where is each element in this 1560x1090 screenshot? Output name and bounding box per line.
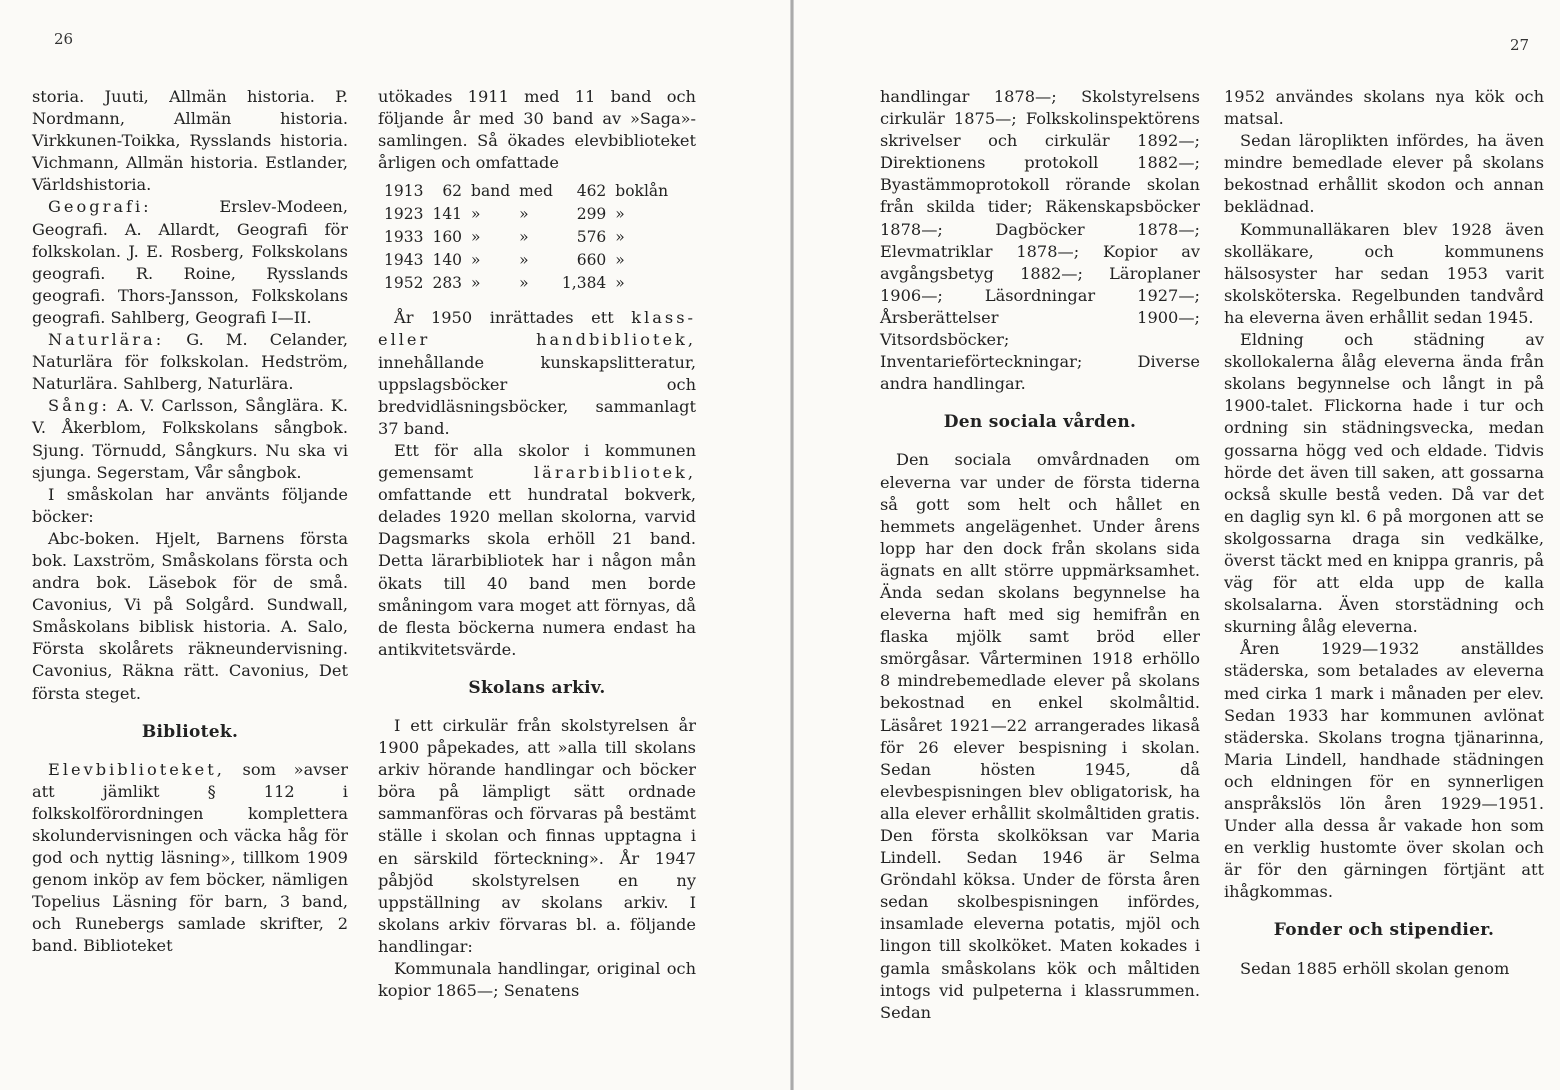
- paragraph: Åren 1929—1932 anställdes städerska, som betalades av eleverna med cirka 1 mark i månaden per elev. Sedan 1933 har kommunen avlönat städerska. Skolans trogna tjänarinna, Maria Lindell, handhade städningen och eldningen för en synnerligen anspråkslös lön åren 1929—1951. Under alla dessa år vakade hon som en verklig hustomte över skolan och är för den gärningen förtjänt att ihågkommas.: [1224, 639, 1544, 902]
- paragraph: [32, 329, 348, 395]
- spaced-label: Elevbiblioteket,: [48, 759, 225, 779]
- paragraph: I småskolan har använts följande böcker:: [32, 484, 348, 526]
- table-cell: med: [519, 182, 553, 201]
- right-page-column-2: [1224, 86, 1544, 980]
- paragraph: Kommunala handlingar, original och kopior 1865—; Senatens: [378, 959, 696, 1001]
- paragraph: Abc-boken. Hjelt, Barnens första bok. Laxström, Småskolans första och andra bok. Läsebok för de små. Cavonius, Vi på Solgård. Sundwall, Småskolans biblisk historia. A. Salo, Första skolårets räkneundervisning. Cavonius, Räkna rätt. Cavonius, Det första steget.: [32, 528, 348, 703]
- spaced-label: Sång:: [48, 396, 110, 416]
- paragraph: I ett cirkulär från skolstyrelsen år 1900 påpekades, att »alla till skolans arkiv hörande handlingar och böcker böra på lämpligt sätt ordnade sammanföras och förvaras på bestämt ställe i skolan och finnas upptagna i en särskild förteckning». År 1947 påbjöd skolstyrelsen en ny uppställning av skolans arkiv. I skolans arkiv förvaras bl. a. följande handlingar:: [378, 715, 696, 956]
- table-cell: »: [615, 205, 625, 224]
- paragraph-text: År 1950 inrättades ett: [394, 308, 632, 328]
- table-cell: 140: [432, 251, 463, 270]
- paragraph-text: G. M. Celander, Naturlära för folkskolan. Hedström, Naturlära. Sahlberg, Naturlära.: [32, 330, 348, 394]
- paragraph-text: Erslev-Modeen, Geografi. A. Allardt, Geografi för folkskolan. J. E. Rosberg, Folkskolans geografi. R. Roine, Rysslands geografi. Thors-Jansson, Folkskolans geografi. Sahlberg, Geografi I—II.: [32, 197, 348, 327]
- table-cell: »: [615, 274, 625, 293]
- table-cell: boklån: [615, 182, 669, 201]
- page-number: 26: [54, 30, 74, 48]
- table-cell: 141: [432, 205, 463, 224]
- table-cell: 1933: [384, 228, 424, 247]
- section-heading: Fonder och stipendier.: [1273, 920, 1495, 941]
- paragraph: [32, 196, 348, 329]
- left-page-column-2: [378, 86, 696, 1002]
- table-cell: »: [519, 228, 529, 247]
- paragraph-text: som »avser att jämlikt § 112 i folkskolförordningen komplettera skolundervisningen och väcka håg för god och nyttig läsning», tillkom 1909 genom inköp av fem böcker, nämligen Topelius Läsning för barn, 3 band, och Runebergs samlade skrifter, 2 band. Biblioteket: [32, 759, 348, 956]
- paragraph: Sedan läroplikten infördes, ha även mindre bemedlade elever på skolans bekostnad erhållit skodon och annan beklädnad.: [1224, 131, 1544, 217]
- table-cell: 1952: [384, 274, 424, 293]
- paragraph: Sedan 1885 erhöll skolan genom: [1240, 958, 1510, 978]
- paragraph: handlingar 1878—; Skolstyrelsens cirkulär 1875—; Folkskolinspektörens skrivelser och cirkulär 1892—; Direktionens protokoll 1882—; Byastämmoprotokoll rörande skolan från skilda tider; Räkenskapsböcker 1878—; Dagböcker 1878—; Elevmatriklar 1878—; Kopior av avgångsbetyg 1882—; Läroplaner 1906—; Läsordningar 1927—; Årsberättelser 1900—; Vitsordsböcker; Inventarieförteckningar; Diverse andra handlingar.: [880, 87, 1200, 394]
- table-cell: »: [519, 205, 529, 224]
- section-heading: Skolans arkiv.: [468, 677, 606, 698]
- table-cell: 660: [576, 251, 607, 270]
- library-stats-table: [382, 180, 675, 295]
- paragraph: storia. Juuti, Allmän historia. P. Nordmann, Allmän historia. Virkkunen-Toikka, Rysslands historia. Vichmann, Allmän historia. Estlander, Världshistoria.: [32, 87, 348, 195]
- paragraph: Kommunalläkaren blev 1928 även skolläkare, och kommunens hälsosyster har sedan 1953 varit skolsköterska. Regelbunden tandvård ha eleverna även erhållit sedan 1945.: [1224, 219, 1544, 327]
- right-page-column-1: [880, 86, 1200, 1024]
- paragraph-text: A. V. Carlsson, Sånglära. K. V. Åkerblom, Folkskolans sångbok. Sjung. Törnudd, Sångkurs. Nu ska vi sjunga. Segerstam, Vår sångbok.: [32, 396, 348, 482]
- table-cell: »: [519, 274, 529, 293]
- table-cell: 576: [576, 228, 607, 247]
- spaced-label: klass- eller handbibliotek,: [378, 308, 696, 350]
- paragraph: [378, 307, 696, 440]
- table-cell: »: [471, 274, 481, 293]
- paragraph: Eldning och städning av skollokalerna ålåg eleverna ända från skolans begynnelse och långt in på 1900-talet. Flickorna hade i tur och ordning sin städningsvecka, medan gossarna högg ved och eldade. Tidvis hörde det även till saken, att gossarna också skulle bestå veden. Då var det en daglig syn kl. 6 på morgonen att se skolgossarna draga sin vedkälke, överst täckt med en knippa granris, på väg för att elda upp de kalla skolsalarna. Även storstädning och skurning ålåg eleverna.: [1224, 330, 1544, 637]
- paragraph: [32, 759, 348, 958]
- left-page-column-1: [32, 86, 348, 958]
- section-heading: Den sociala vården.: [943, 412, 1137, 433]
- table-cell: »: [471, 228, 481, 247]
- right-page: [794, 0, 1560, 1090]
- table-cell: »: [471, 251, 481, 270]
- table-row: [382, 203, 675, 226]
- table-cell: »: [615, 251, 625, 270]
- table-cell: 283: [432, 274, 463, 293]
- table-cell: 462: [576, 182, 607, 201]
- table-cell: 1913: [384, 182, 424, 201]
- paragraph: utökades 1911 med 11 band och följande år med 30 band av »Saga»-samlingen. Så ökades elevbiblioteket årligen och omfattade: [378, 87, 696, 173]
- table-cell: 1943: [384, 251, 424, 270]
- table-cell: 299: [576, 205, 607, 224]
- table-cell: band: [471, 182, 511, 201]
- table-cell: 1923: [384, 205, 424, 224]
- paragraph-text: omfattande ett hundratal bokverk, delades 1920 mellan skolorna, varvid Dagsmarks skola erhöll 21 band. Detta lärarbibliotek har i någon mån ökats till 40 band men borde småningom vara moget att förnyas, då de flesta böckerna numera endast ha antikvitetsvärde.: [378, 485, 696, 659]
- table-cell: »: [471, 205, 481, 224]
- table-row: [382, 180, 675, 203]
- paragraph-text: innehållande kunskapslitteratur, uppslagsböcker och bredvidläsningsböcker, sammanlagt 37 band.: [378, 352, 696, 438]
- table-row: [382, 226, 675, 249]
- table-cell: 160: [432, 228, 463, 247]
- paragraph: 1952 användes skolans nya kök och matsal.: [1224, 87, 1544, 129]
- paragraph-text: Ett för alla skolor i kommunen gemensamt: [378, 440, 696, 483]
- table-cell: »: [519, 251, 529, 270]
- spaced-label: Naturlära:: [48, 330, 165, 350]
- table-cell: 1,384: [561, 274, 607, 293]
- table-cell: »: [615, 228, 625, 247]
- section-heading: Bibliotek.: [141, 721, 239, 742]
- paragraph: [378, 440, 696, 661]
- paragraph: [32, 395, 348, 483]
- paragraph: Den sociala omvårdnaden om eleverna var under de första tiderna så gott som helt och hållet en hemmets angelägenhet. Under årens lopp har den dock från skolans sida ägnats en allt större uppmärksamhet. Ända sedan skolans begynnelse ha eleverna haft med sig hemifrån en flaska mjölk samt bröd eller smörgåsar. Vårterminen 1918 erhöllo 8 mindrebemedlade elever på skolans bekostnad en enkel skolmåltid. Läsåret 1921—22 arrangerades likaså för 26 elever bespisning i skolan. Sedan hösten 1945, då elevbespisningen blev obligatorisk, ha alla elever erhållit skolmåltiden gratis. Den första skolköksan var Maria Lindell. Sedan 1946 är Selma Gröndahl köksa. Under de första åren sedan skolbespisningen infördes, insamlade eleverna potatis, mjöl och lingon till skolköket. Maten kokades i gamla småskolans kök och måltiden intogs vid pulpeterna i klassrummen. Sedan: [880, 450, 1200, 1022]
- table-cell: 62: [442, 182, 463, 201]
- spaced-label: lärarbibliotek,: [534, 463, 696, 483]
- table-row: [382, 272, 675, 295]
- spaced-label: Geografi:: [48, 197, 152, 217]
- page-number: 27: [1510, 36, 1530, 54]
- table-row: [382, 249, 675, 272]
